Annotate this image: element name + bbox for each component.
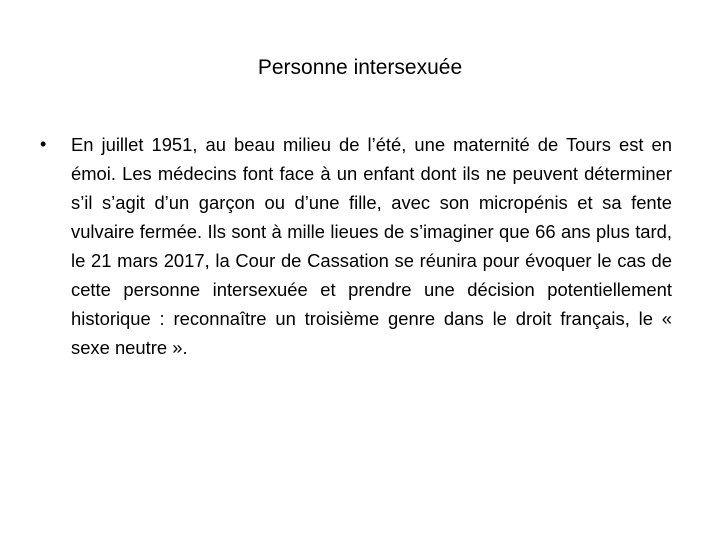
- bullet-marker: •: [40, 134, 47, 154]
- bullet-list: [40, 130, 672, 362]
- slide-title: Personne intersexuée: [257, 56, 463, 79]
- bullet-item: [40, 130, 672, 362]
- bullet-text: En juillet 1951, au beau milieu de l’été, une maternité de Tours est en émoi. Les médecins font face à un enfant dont ils ne peuvent déterminer s’il s’agit d’un garçon ou d’une fille, avec son micropénis et sa fente vulvaire fermée. Ils sont à mille lieues de s’imaginer que 66 ans plus tard, le 21 mars 2017, la Cour de Cassation se réunira pour évoquer le cas de cette personne intersexuée et prendre une décision potentiellement historique : reconnaître un troisième genre dans le droit français, le « sexe neutre ».: [71, 134, 672, 358]
